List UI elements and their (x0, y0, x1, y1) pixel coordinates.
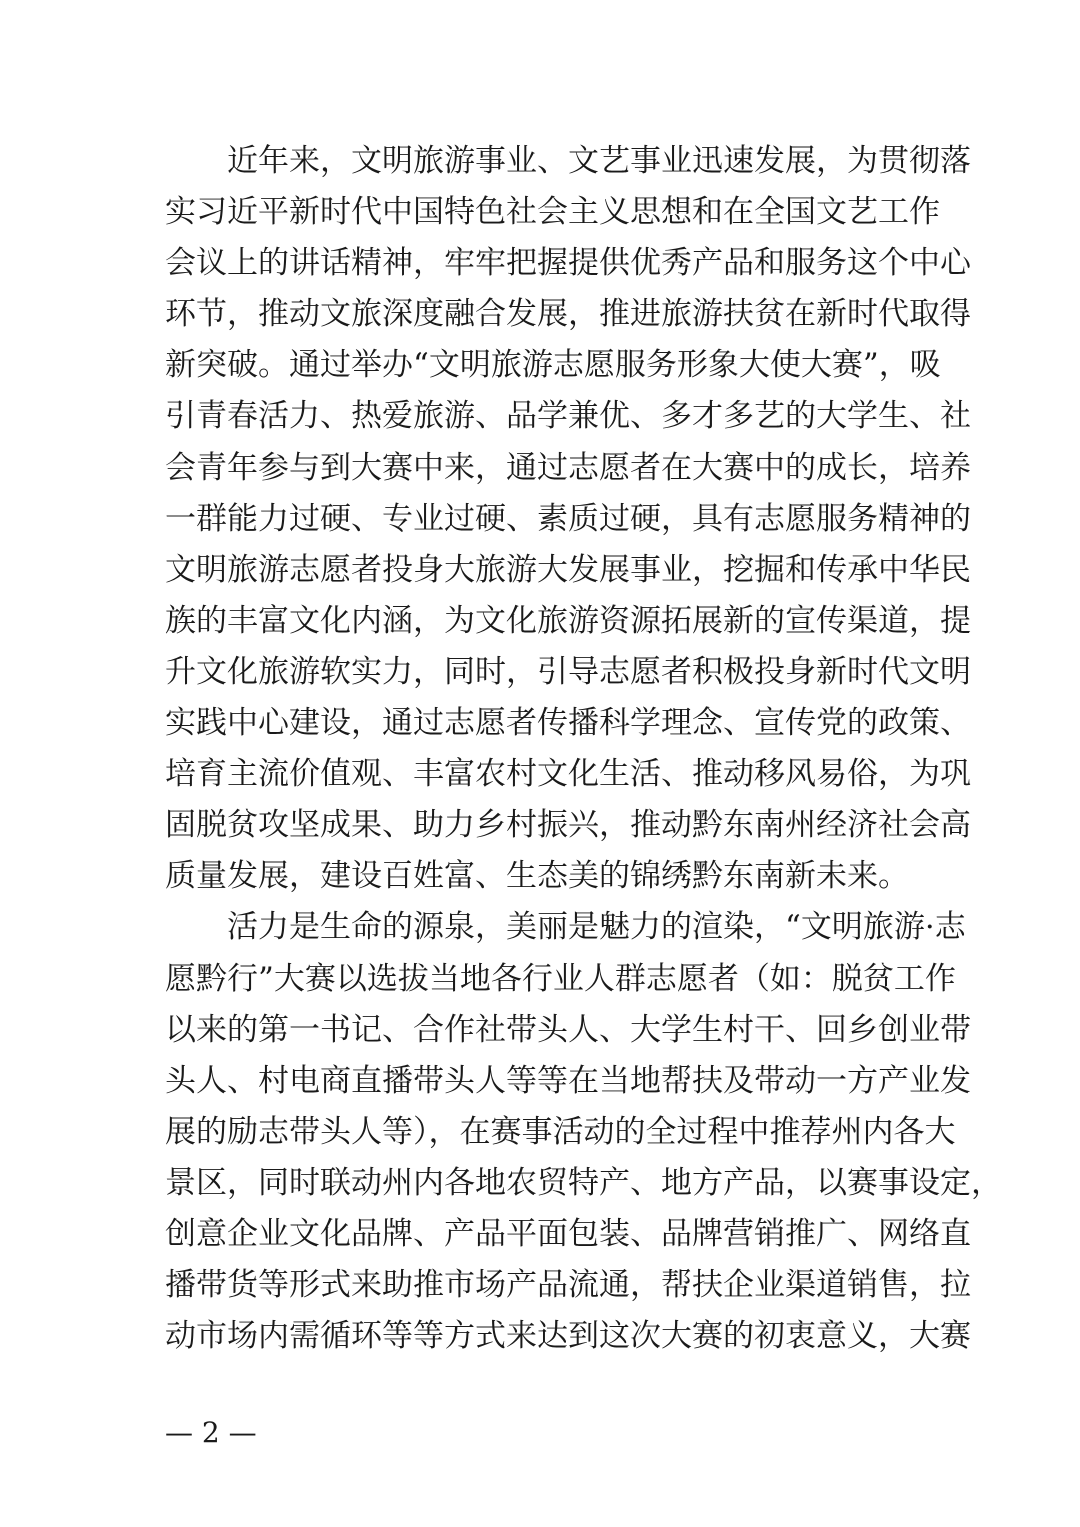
paragraph-1-line-14: 固脱贫攻坚成果、助力乡村振兴，推动黔东南州经济社会高 (165, 807, 971, 844)
paragraph-2-line-4: 头人、村电商直播带头人等等在当地帮扶及带动一方产业发 (165, 1062, 971, 1099)
paragraph-1-line-3: 会议上的讲话精神，牢牢把握提供优秀产品和服务这个中心 (165, 245, 971, 282)
paragraph-1-line-2: 实习近平新时代中国特色社会主义思想和在全国文艺工作 (165, 194, 940, 231)
paragraph-1-line-1: 近年来，文明旅游事业、文艺事业迅速发展，为贯彻落 (227, 143, 971, 179)
paragraph-2-line-2: 愿黔行”大赛以选拔当地各行业人群志愿者（如：脱贫工作 (165, 960, 956, 997)
paragraph-2-line-3: 以来的第一书记、合作社带头人、大学生村干、回乡创业带 (165, 1011, 971, 1048)
document-body (165, 136, 1002, 1362)
paragraph-2-line-5: 展的励志带头人等），在赛事活动的全过程中推荐州内各大 (165, 1113, 956, 1150)
page-number: — 2 — (165, 1416, 257, 1449)
paragraph-1-line-4: 环节，推动文旅深度融合发展，推进旅游扶贫在新时代取得 (165, 296, 971, 333)
paragraph-2-line-1: 活力是生命的源泉，美丽是魅力的渲染，“文明旅游·志 (227, 909, 966, 946)
paragraph-1-line-9: 文明旅游志愿者投身大旅游大发展事业，挖掘和传承中华民 (165, 551, 971, 588)
paragraph-1-line-10: 族的丰富文化内涵，为文化旅游资源拓展新的宣传渠道，提 (165, 602, 971, 639)
paragraph-2-line-7: 创意企业文化品牌、产品平面包装、品牌营销推广、网络直 (165, 1215, 971, 1252)
paragraph-1-line-11: 升文化旅游软实力，同时，引导志愿者积极投身新时代文明 (165, 653, 971, 690)
paragraph-2-line-8: 播带货等形式来助推市场产品流通，帮扶企业渠道销售，拉 (165, 1267, 971, 1304)
paragraph-2-line-9: 动市场内需循环等等方式来达到这次大赛的初衷意义，大赛 (165, 1318, 971, 1355)
paragraph-1-line-7: 会青年参与到大赛中来，通过志愿者在大赛中的成长，培养 (165, 449, 971, 486)
paragraph-1-line-5: 新突破。通过举办“文明旅游志愿服务形象大使大赛”，吸 (165, 347, 941, 384)
paragraph-1-line-13: 培育主流价值观、丰富农村文化生活、推动移风易俗，为巩 (165, 756, 971, 793)
paragraph-1-line-15: 质量发展，建设百姓富、生态美的锦绣黔东南新未来。 (165, 858, 909, 895)
paragraph-1-line-12: 实践中心建设，通过志愿者传播科学理念、宣传党的政策、 (165, 705, 971, 742)
paragraph-1-line-6: 引青春活力、热爱旅游、品学兼优、多才多艺的大学生、社 (165, 398, 971, 435)
paragraph-1-line-8: 一群能力过硬、专业过硬、素质过硬，具有志愿服务精神的 (165, 500, 971, 537)
paragraph-2-line-6: 景区，同时联动州内各地农贸特产、地方产品，以赛事设定， (165, 1164, 1002, 1201)
